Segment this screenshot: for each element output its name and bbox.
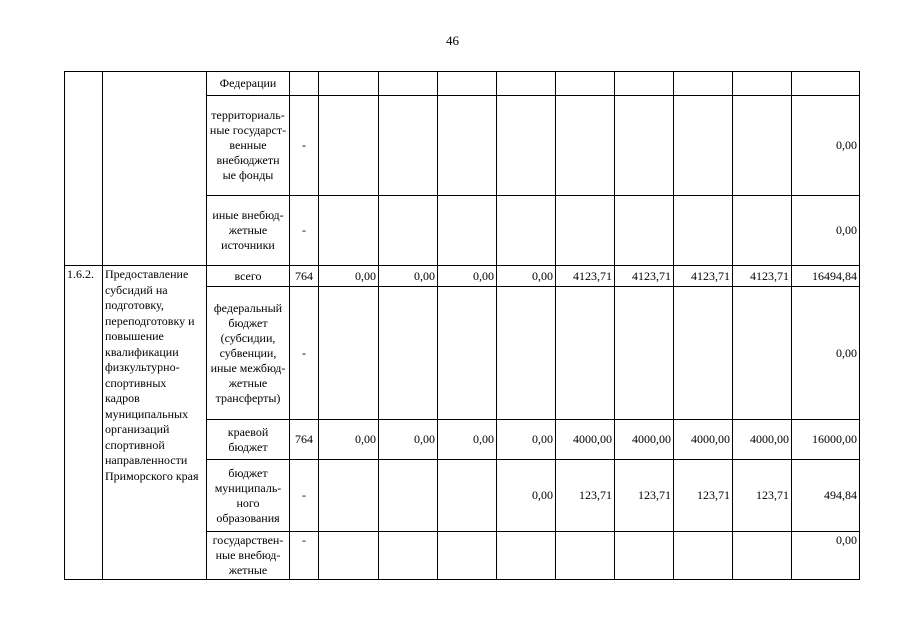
funding-source-cell: бюджет муниципаль-ного образования <box>207 460 290 532</box>
value-cell <box>792 72 860 96</box>
value-cell: 0,00 <box>379 420 438 460</box>
value-cell: 4123,71 <box>615 266 674 287</box>
value-cell <box>497 287 556 420</box>
funding-source-cell: территориаль-ные государст-венные внебюджетн ые фонды <box>207 96 290 196</box>
value-cell <box>497 196 556 266</box>
value-cell <box>497 532 556 580</box>
value-cell: 123,71 <box>674 460 733 532</box>
value-cell <box>438 96 497 196</box>
value-cell: 4000,00 <box>733 420 792 460</box>
value-cell <box>674 287 733 420</box>
code-cell: - <box>290 96 319 196</box>
funding-source-cell: краевой бюджет <box>207 420 290 460</box>
value-cell <box>438 72 497 96</box>
measure-name-cell: Предоставление субсидий на подготовку, переподготовку и повышение квалификации физкультурно-спортивных кадров муниципальных организаций спортивной направленности Приморского края <box>103 266 207 580</box>
value-cell: 4123,71 <box>556 266 615 287</box>
value-cell <box>556 196 615 266</box>
funding-source-cell: федеральный бюджет (субсидии, субвенции, иные межбюд-жетные трансферты) <box>207 287 290 420</box>
value-cell <box>497 96 556 196</box>
code-cell: 764 <box>290 420 319 460</box>
value-cell: 0,00 <box>319 266 379 287</box>
value-cell: 0,00 <box>792 287 860 420</box>
value-cell: 123,71 <box>733 460 792 532</box>
value-cell <box>674 96 733 196</box>
value-cell: 0,00 <box>792 96 860 196</box>
value-cell <box>319 532 379 580</box>
value-cell: 16494,84 <box>792 266 860 287</box>
value-cell <box>438 460 497 532</box>
value-cell <box>438 196 497 266</box>
value-cell <box>674 72 733 96</box>
value-cell: 0,00 <box>438 420 497 460</box>
value-cell <box>733 196 792 266</box>
value-cell: 0,00 <box>792 196 860 266</box>
value-cell <box>615 96 674 196</box>
funding-source-cell: государствен-ные внебюд-жетные <box>207 532 290 580</box>
value-cell <box>438 287 497 420</box>
code-cell: - <box>290 196 319 266</box>
value-cell <box>379 96 438 196</box>
value-cell <box>615 287 674 420</box>
value-cell: 0,00 <box>792 532 860 580</box>
value-cell <box>615 196 674 266</box>
value-cell: 4000,00 <box>556 420 615 460</box>
value-cell <box>556 96 615 196</box>
value-cell <box>319 287 379 420</box>
value-cell <box>733 287 792 420</box>
code-cell: - <box>290 532 319 580</box>
value-cell: 4123,71 <box>733 266 792 287</box>
value-cell <box>556 72 615 96</box>
value-cell <box>615 532 674 580</box>
value-cell <box>319 96 379 196</box>
value-cell <box>379 287 438 420</box>
value-cell <box>733 72 792 96</box>
value-cell <box>733 532 792 580</box>
value-cell <box>497 72 556 96</box>
code-cell <box>290 72 319 96</box>
value-cell: 0,00 <box>438 266 497 287</box>
value-cell <box>319 460 379 532</box>
value-cell: 123,71 <box>615 460 674 532</box>
table-row <box>65 72 860 96</box>
measure-name-cell <box>103 72 207 266</box>
value-cell <box>674 532 733 580</box>
code-cell: 764 <box>290 266 319 287</box>
row-number-cell: 1.6.2. <box>65 266 103 580</box>
value-cell: 0,00 <box>379 266 438 287</box>
code-cell: - <box>290 460 319 532</box>
value-cell: 4000,00 <box>674 420 733 460</box>
funding-source-cell: Федерации <box>207 72 290 96</box>
row-number-cell <box>65 72 103 266</box>
value-cell: 0,00 <box>497 420 556 460</box>
value-cell: 0,00 <box>319 420 379 460</box>
value-cell <box>379 196 438 266</box>
value-cell <box>615 72 674 96</box>
value-cell: 0,00 <box>497 266 556 287</box>
funding-source-cell: иные внебюд-жетные источники <box>207 196 290 266</box>
value-cell <box>556 287 615 420</box>
value-cell <box>674 196 733 266</box>
value-cell <box>379 532 438 580</box>
value-cell <box>733 96 792 196</box>
value-cell: 123,71 <box>556 460 615 532</box>
value-cell: 4123,71 <box>674 266 733 287</box>
value-cell: 16000,00 <box>792 420 860 460</box>
value-cell <box>319 72 379 96</box>
value-cell: 494,84 <box>792 460 860 532</box>
value-cell <box>438 532 497 580</box>
value-cell <box>379 460 438 532</box>
table-row <box>65 266 860 287</box>
value-cell: 0,00 <box>497 460 556 532</box>
value-cell <box>556 532 615 580</box>
page-number: 46 <box>446 33 459 48</box>
value-cell <box>379 72 438 96</box>
funding-source-cell: всего <box>207 266 290 287</box>
value-cell <box>319 196 379 266</box>
code-cell: - <box>290 287 319 420</box>
budget-table <box>64 71 860 580</box>
value-cell: 4000,00 <box>615 420 674 460</box>
